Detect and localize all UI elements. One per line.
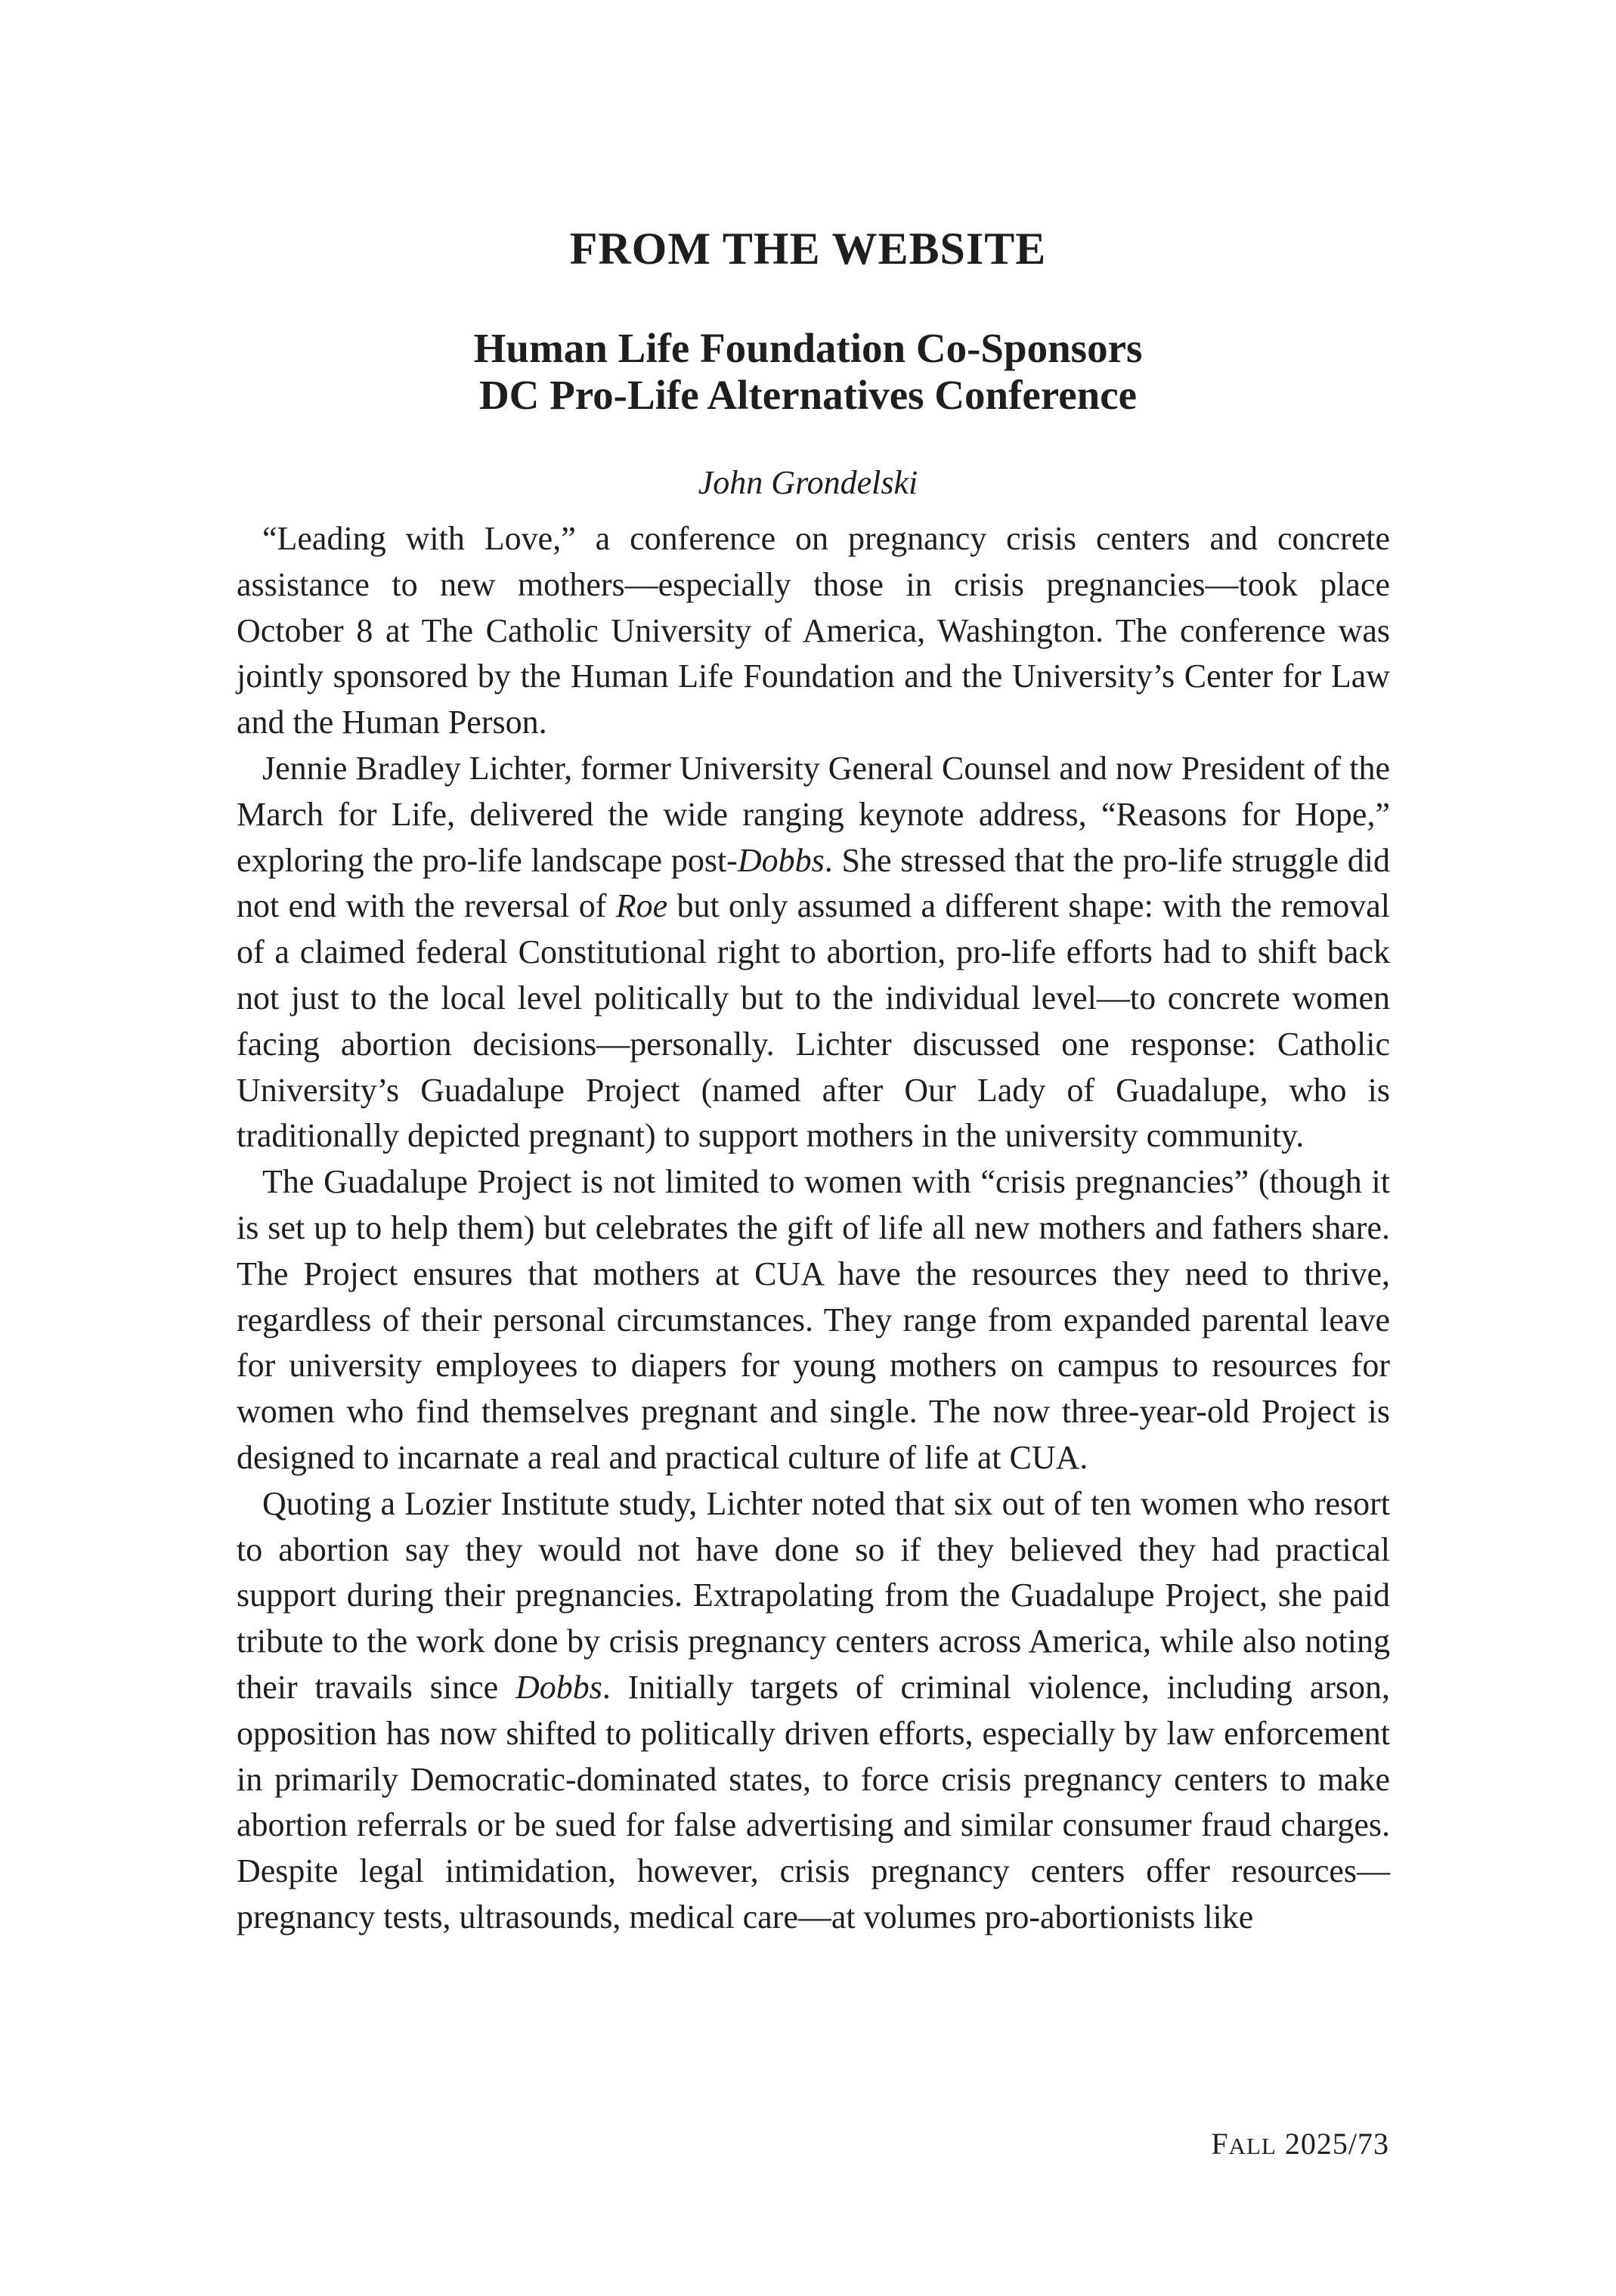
- text-run: The Guadalupe Project is not limited to women with “crisis pregnancies” (though it is set up to help them) but celebrates the gift of life all new mothers and fathers share. The Project ensures that mothers at CUA have the resources they need to thrive, regardless of their personal circumstances. They range from expanded parental leave for university employees to diapers for young mothers on campus to resources for women who find themselves pregnant and single. The now three-year-old Project is designed to incarnate a real and practical culture of life at CUA.: [237, 1163, 1390, 1476]
- article-body: [237, 516, 1390, 1941]
- body-paragraph: [237, 1159, 1390, 1481]
- footer-issue-page: 2025/73: [1276, 2127, 1389, 2161]
- italic-text-run: Dobbs: [515, 1668, 602, 1706]
- text-run: Jennie Bradley Lichter, former University General Counsel and now President of the March for Life, delivered the wide ranging keynote address, “Reasons for Hope,” exploring the pro-life landscape post-: [237, 749, 1390, 879]
- article-title-line-1: Human Life Foundation Co-Sponsors: [473, 325, 1143, 371]
- footer-season-initial: F: [1211, 2127, 1229, 2161]
- text-run: Quoting a Lozier Institute study, Lichter noted that six out of ten women who resort to abortion say they would not have done so if they believed they had practical support during their pregnancies. Extrapolating from the Guadalupe Project, she paid tribute to the work done by crisis pregnancy centers across America, while also noting their travails since: [237, 1484, 1390, 1706]
- body-paragraph: [237, 516, 1390, 746]
- page-footer: [1211, 2125, 1389, 2165]
- article-title-line-2: DC Pro-Life Alternatives Conference: [478, 372, 1138, 418]
- section-title: FROM THE WEBSITE: [569, 224, 1047, 274]
- article-title: [0, 325, 1616, 419]
- italic-text-run: Roe: [615, 887, 668, 925]
- italic-text-run: Dobbs: [737, 841, 825, 879]
- body-paragraph: [237, 746, 1390, 1159]
- article-author: John Grondelski: [698, 464, 918, 501]
- text-run: but only assumed a different shape: with the removal of a claimed federal Constitutional right to abortion, pro-life efforts had to shift back not just to the local level politically but to the individual level—to concrete women facing abortion decisions—personally. Lichter discussed one response: Catholic University’s Guadalupe Project (named after Our Lady of Guadalupe, who is traditionally depicted pregnant) to support mothers in the university community.: [237, 887, 1390, 1155]
- text-run: . She stressed that the pro-life struggle did not end with the reversal of: [237, 841, 1390, 925]
- text-run: “Leading with Love,” a conference on pregnancy crisis centers and concrete assistance to new mothers—especially those in crisis pregnancies—took place October 8 at The Catholic University of America, Washington. The conference was jointly sponsored by the Human Life Foundation and the University’s Center for Law and the Human Person.: [237, 520, 1390, 741]
- text-run: . Initially targets of criminal violence, including arson, opposition has now shifted to politically driven efforts, especially by law enforcement in primarily Democratic-dominated states, to force crisis pregnancy centers to make abortion referrals or be sued for false advertising and similar consumer fraud charges. Despite legal intimidation, however, crisis pregnancy centers offer resources—pregnancy tests, ultrasounds, medical care—at volumes pro-abortionists like: [237, 1668, 1390, 1936]
- footer-season-rest: ALL: [1228, 2133, 1277, 2159]
- body-paragraph: [237, 1481, 1390, 1941]
